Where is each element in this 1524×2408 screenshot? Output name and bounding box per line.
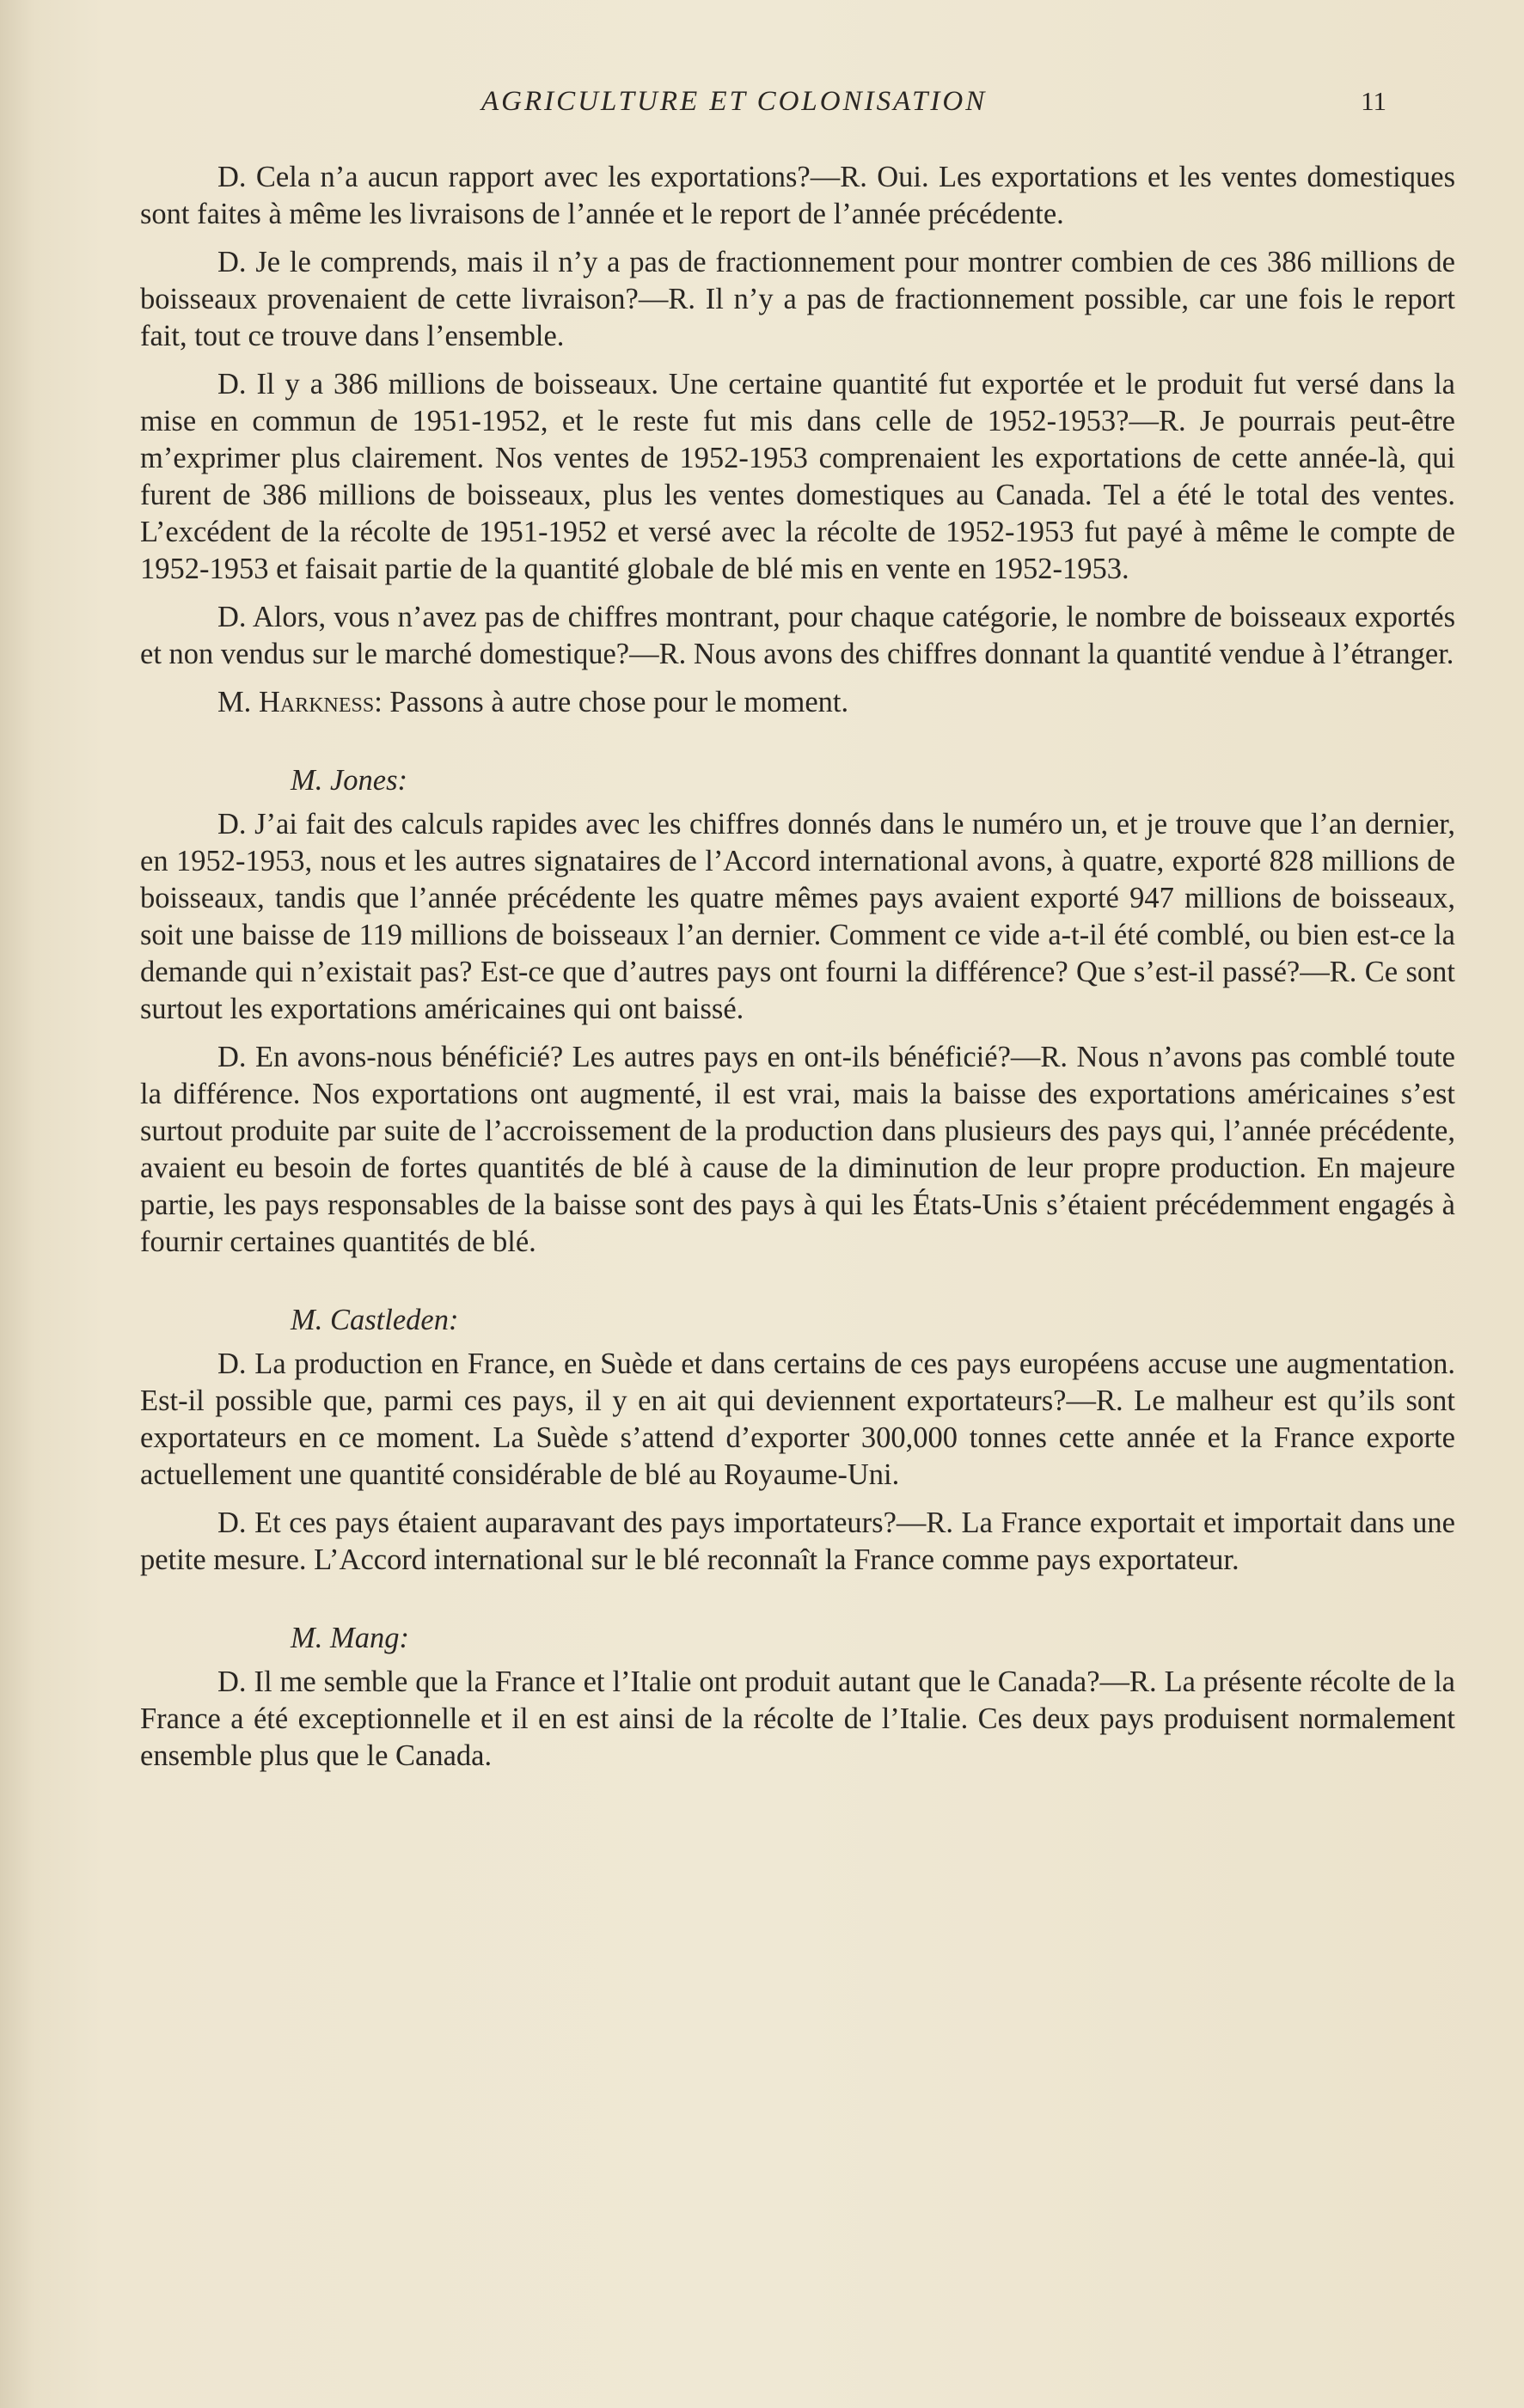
paragraph: D. Je le comprends, mais il n’y a pas de fractionnement pour montrer combien de ces 386 millions de boisseaux provenaient de cette livraison?—R. Il n’y a pas de fractionnement possible, car une fois le report fait, tout ce trouve dans l’ensemble. [140, 246, 1455, 352]
running-head: AGRICULTURE ET COLONISATION [481, 86, 988, 117]
paragraph: D. J’ai fait des calculs rapides avec les chiffres donnés dans le numéro un, et je trouve que l’an dernier, en 1952-1953, nous et les autres signataires de l’Accord international avons, à quatre, exporté 828 millions de boisseaux, tandis que l’année précédente les quatre mêmes pays avaient exporté 947 millions de boisseaux, soit une baisse de 119 millions de boisseaux l’an dernier. Comment ce vide a-t-il été comblé, ou bien est-ce la demande qui n’existait pas? Est-ce que d’autres pays ont fourni la différence? Que s’est-il passé?—R. Ce sont surtout les exportations américaines qui ont baissé. [140, 808, 1455, 1025]
paragraph: D. Alors, vous n’avez pas de chiffres montrant, pour chaque catégorie, le nombre de boisseaux exportés et non vendus sur le marché domestique?—R. Nous avons des chiffres donnant la quantité vendue à l’étranger. [140, 601, 1455, 670]
speaker-heading-jones: M. Jones: [291, 764, 408, 797]
harkness-text: : Passons à autre chose pour le moment. [374, 686, 849, 718]
speaker-heading-castleden: M. Castleden: [291, 1304, 459, 1336]
paragraph: D. En avons-nous bénéficié? Les autres pays en ont-ils bénéficié?—R. Nous n’avons pas comblé toute la différence. Nos exportations ont augmenté, il est vrai, mais la baisse des exportations américaines s’est surtout produite par suite de l’accroissement de la production dans plusieurs des pays qui, l’année précédente, avaient eu besoin de fortes quantités de blé à cause de la diminution de leur propre production. En majeure partie, les pays responsables de la baisse sont des pays à qui les États-Unis s’étaient précédemment engagés à fournir certaines quantités de blé. [140, 1041, 1455, 1258]
paragraph: D. Et ces pays étaient auparavant des pays importateurs?—R. La France exportait et importait dans une petite mesure. L’Accord international sur le blé reconnaît la France comme pays exportateur. [140, 1507, 1455, 1576]
paragraph: D. La production en France, en Suède et dans certains de ces pays européens accuse une augmentation. Est-il possible que, parmi ces pays, il y en ait qui deviennent exportateurs?—R. Le malheur est qu’ils sont exportateurs en ce moment. La Suède s’attend d’exporter 300,000 tonnes cette année et la France exporte actuellement une quantité considérable de blé au Royaume-Uni. [140, 1348, 1455, 1491]
paragraph: D. Il me semble que la France et l’Italie ont produit autant que le Canada?—R. La présente récolte de la France a été exceptionnelle et il en est ainsi de la récolte de l’Italie. Ces deux pays produisent normalement ensemble plus que le Canada. [140, 1665, 1455, 1772]
harkness-prefix: M. [217, 686, 259, 718]
document-body [140, 159, 1455, 1786]
paragraph: D. Cela n’a aucun rapport avec les exportations?—R. Oui. Les exportations et les ventes domestiques sont faites à même les livraisons de l’année et le report de l’année précédente. [140, 161, 1455, 230]
page-number: 11 [1361, 86, 1386, 116]
speaker-heading-mang: M. Mang: [291, 1622, 409, 1654]
harkness-remark [140, 684, 1455, 721]
harkness-name: Harkness [258, 686, 375, 718]
page-header [138, 86, 1438, 129]
paragraph: D. Il y a 386 millions de boisseaux. Une certaine quantité fut exportée et le produit fut versé dans la mise en commun de 1951-1952, et le reste fut mis dans celle de 1952-1953?—R. Je pourrais peut-être m’exprimer plus clairement. Nos ventes de 1952-1953 comprenaient les exportations de cette année-là, qui furent de 386 millions de boisseaux, plus les ventes domestiques au Canada. Tel a été le total des ventes. L’excédent de la récolte de 1951-1952 et versé avec la récolte de 1952-1953 fut payé à même le compte de 1952-1953 et faisait partie de la quantité globale de blé mis en vente en 1952-1953. [140, 368, 1455, 585]
